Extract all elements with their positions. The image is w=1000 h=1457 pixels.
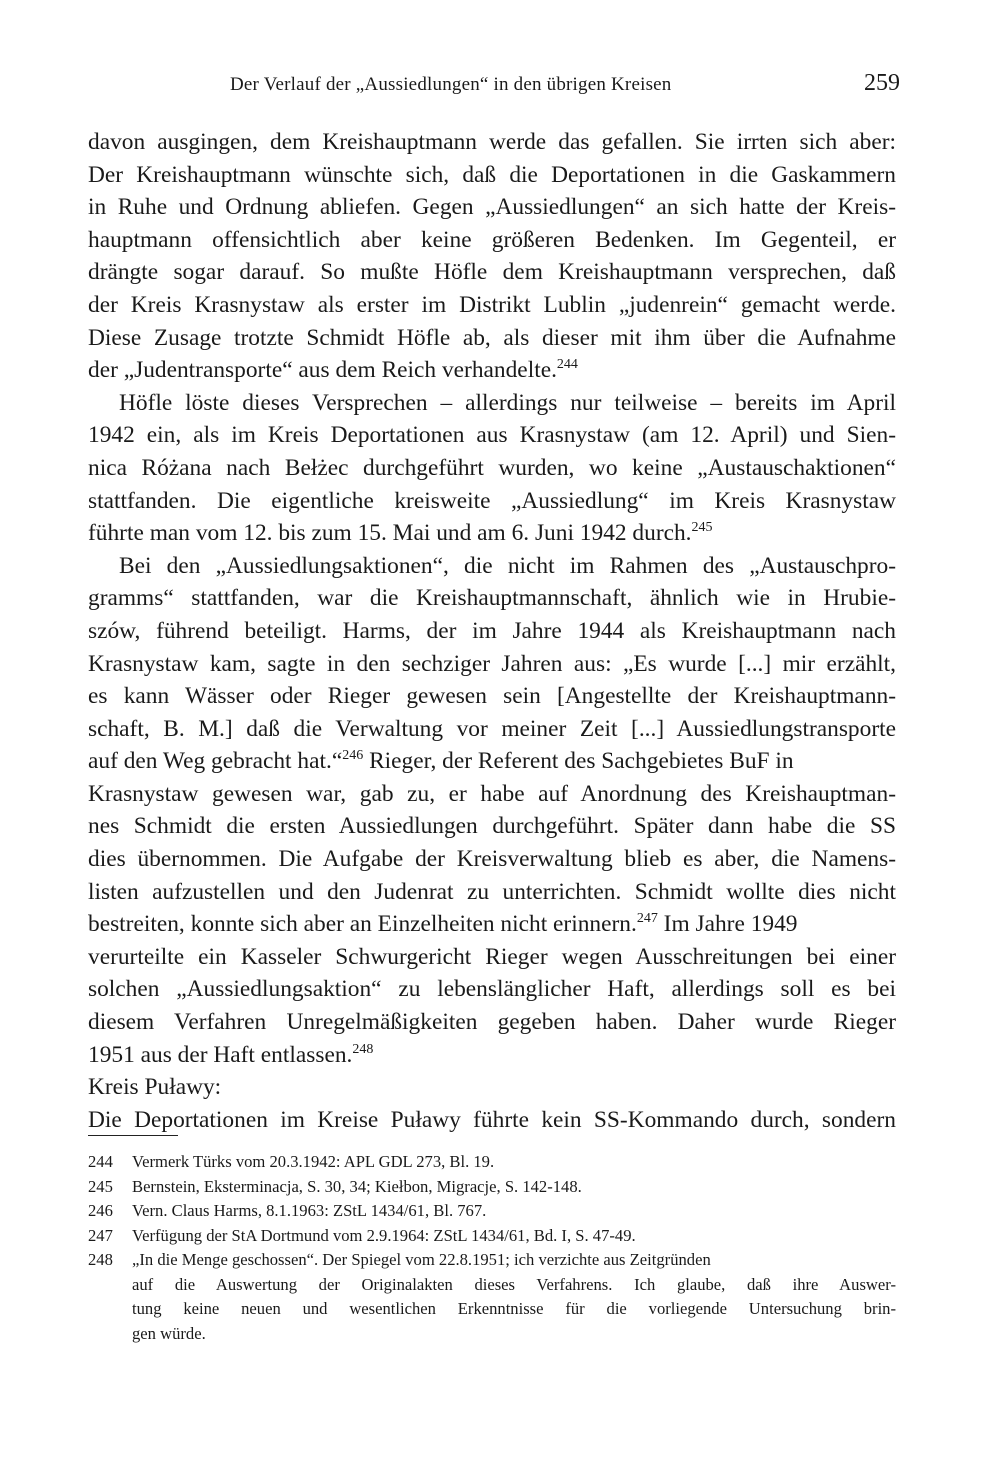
- text-line: [88, 908, 896, 941]
- text-segment: Im Jahre 1949: [657, 911, 798, 938]
- text-line: Die Deportationen im Kreise Puławy führte kein SS-Kommando durch, sondern: [88, 1106, 896, 1133]
- text-line: nica Różana nach Bełżec durchgeführt wurden, wo keine „Austauschaktionen“: [88, 454, 896, 481]
- footnote-text: „In die Menge geschossen“. Der Spiegel vom 22.8.1951; ich verzichte aus Zeitgründen: [132, 1250, 711, 1269]
- footnote-continuation: gen würde.: [132, 1323, 206, 1343]
- text-line: Diese Zusage trotzte Schmidt Höfle ab, als dieser mit ihm über die Aufnahme: [88, 324, 896, 351]
- footnote-number: 248: [88, 1250, 113, 1269]
- footnote-continuation: tung keine neuen und wesentlichen Erkenntnisse für die vorliegende Untersuchung brin-: [132, 1299, 896, 1318]
- text-segment: der „Judentransporte“ aus dem Reich verhandelte.: [88, 357, 557, 384]
- footnote-number: 247: [88, 1225, 113, 1245]
- footnote-text: Vermerk Türks vom 20.3.1942: APL GDL 273, Bl. 19.: [132, 1152, 495, 1171]
- body-text: [88, 126, 896, 1136]
- text-line: hauptmann offensichtlich aber keine größeren Bedenken. Im Gegenteil, er: [88, 226, 896, 253]
- text-line: in Ruhe und Ordnung abliefen. Gegen „Aussiedlungen“ an sich hatte der Kreis-: [88, 194, 896, 221]
- text-line: diesem Verfahren Unregelmäßigkeiten gegeben haben. Daher wurde Rieger: [88, 1009, 896, 1036]
- text-line: dies übernommen. Die Aufgabe der Kreisverwaltung blieb es aber, die Namens-: [88, 846, 896, 873]
- text-line: [88, 517, 896, 550]
- text-line: Krasnystaw kam, sagte in den sechziger Jahren aus: „Es wurde [...] mir erzählt,: [88, 650, 896, 677]
- footnote-text: Verfügung der StA Dortmund vom 2.9.1964: ZStL 1434/61, Bd. I, S. 47-49.: [132, 1225, 636, 1245]
- text-line: 1942 ein, als im Kreis Deportationen aus Krasnystaw (am 12. April) und Sien-: [88, 422, 896, 449]
- text-line: szów, führend beteiligt. Harms, der im Jahre 1944 als Kreishauptmann nach: [88, 617, 896, 644]
- footnote-ref-248: 248: [352, 1041, 374, 1057]
- footnote-244: [88, 1150, 896, 1175]
- text-segment: Rieger, der Referent des Sachgebietes BuF in: [363, 748, 794, 775]
- text-line: es kann Wässer oder Rieger gewesen sein [Angestellte der Kreishauptmann-: [88, 683, 896, 710]
- text-segment: führte man vom 12. bis zum 15. Mai und am 6. Juni 1942 durch.: [88, 520, 692, 547]
- text-line: Der Kreishauptmann wünschte sich, daß die Deportationen in die Gaskammern: [88, 161, 896, 188]
- text-line: nes Schmidt die ersten Aussiedlungen durchgeführt. Später dann habe die SS: [88, 813, 896, 840]
- text-line: schaft, B. M.] daß die Verwaltung vor meiner Zeit [...] Aussiedlungstransporte: [88, 715, 896, 742]
- footnote-ref-247: 247: [636, 911, 658, 927]
- footnote-text: Vern. Claus Harms, 8.1.1963: ZStL 1434/61, Bl. 767.: [132, 1201, 487, 1220]
- running-head: [88, 70, 900, 100]
- text-line: drängte sogar darauf. So mußte Höfle dem Kreishauptmann versprechen, daß: [88, 259, 896, 286]
- text-line: Bei den „Aussiedlungsaktionen“, die nicht im Rahmen des „Austauschpro-: [119, 552, 896, 579]
- text-line: verurteilte ein Kasseler Schwurgericht Rieger wegen Ausschreitungen bei einer: [88, 943, 896, 970]
- footnote-ref-244: 244: [556, 357, 578, 373]
- footnote-ref-245: 245: [691, 520, 713, 536]
- text-line: solchen „Aussiedlungsaktion“ zu lebenslänglicher Haft, allerdings soll es bei: [88, 976, 896, 1003]
- section-heading: Kreis Puławy:: [88, 1074, 222, 1101]
- text-line: der Kreis Krasnystaw als erster im Distrikt Lublin „judenrein“ gemacht werde.: [88, 291, 896, 318]
- text-line: [88, 745, 896, 778]
- text-line: gramms“ stattfanden, war die Kreishauptmannschaft, ähnlich wie in Hrubie-: [88, 585, 896, 612]
- footnote-245: [88, 1175, 896, 1200]
- text-line: stattfanden. Die eigentliche kreisweite „Aussiedlung“ im Kreis Krasnystaw: [88, 487, 896, 514]
- text-segment: bestreiten, konnte sich aber an Einzelheiten nicht erinnern.: [88, 911, 637, 938]
- text-line: Krasnystaw gewesen war, gab zu, er habe auf Anordnung des Kreishauptman-: [88, 780, 896, 807]
- page-number: 259: [864, 70, 900, 96]
- footnote-ref-246: 246: [342, 748, 364, 764]
- footnote-246: [88, 1199, 896, 1224]
- text-segment: auf den Weg gebracht hat.“: [88, 748, 343, 775]
- text-line: [88, 1039, 896, 1072]
- footnote-text: Bernstein, Eksterminacja, S. 30, 34; Kiełbon, Migracje, S. 142-148.: [132, 1176, 582, 1196]
- footnotes: [88, 1150, 896, 1346]
- text-line: listen aufzustellen und den Judenrat zu unterrichten. Schmidt wollte dies nicht: [88, 878, 896, 905]
- footnote-divider: [88, 1135, 178, 1136]
- text-segment: 1951 aus der Haft entlassen.: [88, 1041, 353, 1068]
- running-title: Der Verlauf der „Aussiedlungen“ in den übrigen Kreisen: [230, 74, 672, 95]
- footnote-247: [88, 1224, 896, 1249]
- text-line: davon ausgingen, dem Kreishauptmann werde das gefallen. Sie irrten sich aber:: [88, 129, 896, 155]
- footnote-number: 246: [88, 1201, 113, 1220]
- text-line: [88, 354, 896, 387]
- footnote-continuation: auf die Auswertung der Originalakten dieses Verfahrens. Ich glaube, daß ihre Auswer-: [132, 1274, 896, 1294]
- footnote-number: 244: [88, 1152, 113, 1171]
- footnote-248: [88, 1248, 896, 1273]
- text-line: Höfle löste dieses Versprechen – allerdings nur teilweise – bereits im April: [119, 389, 896, 416]
- footnote-number: 245: [88, 1176, 113, 1196]
